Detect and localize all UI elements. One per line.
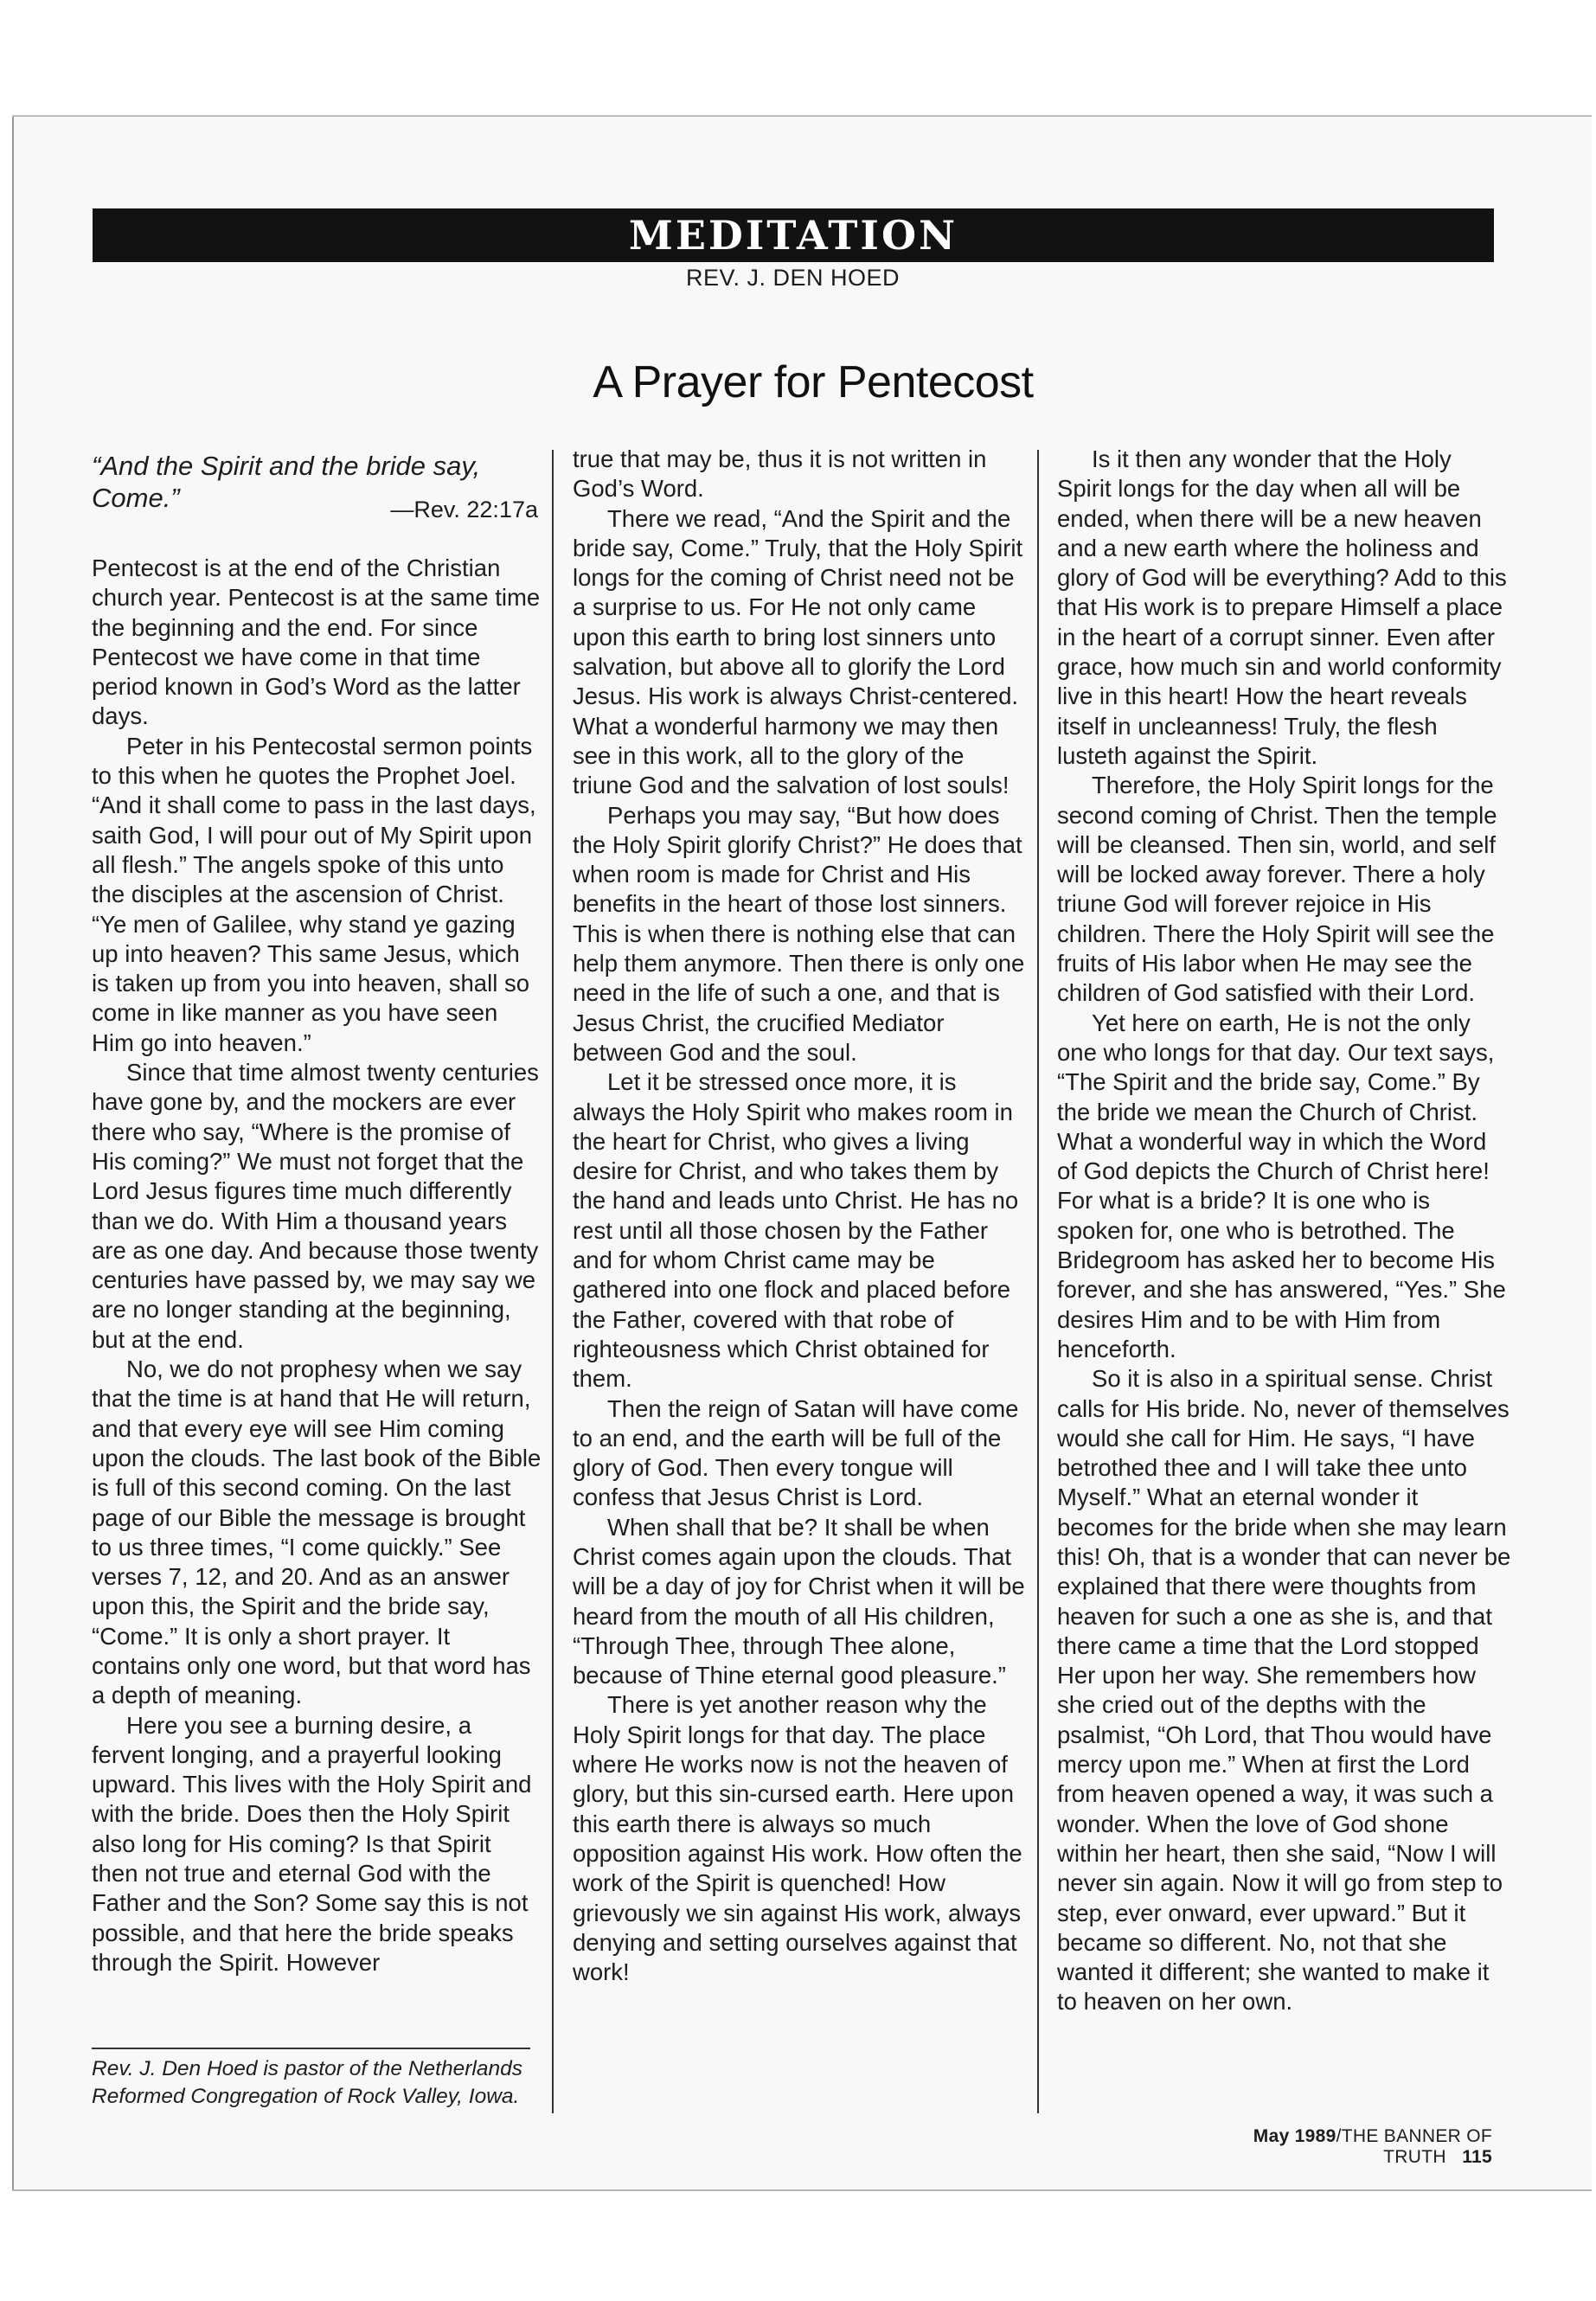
author-byline: REV. J. DEN HOED	[685, 265, 901, 291]
paragraph: Then the reign of Satan will have come to an end, and the earth will be full of the glory of God. Then every tongue will confess that Jesus Christ is Lord.	[573, 1394, 1019, 1511]
paragraph: No, we do not prophesy when we say that the time is at hand that He will return, and that every eye will see Him coming upon the clouds. The last book of the Bible is full of this second coming. On the last page of our Bible the message is brought to us three times, “I come quickly.” See verses 7, 12, and 20. And as an answer upon this, the Spirit and the bride say, “Come.” It is only a short prayer. It contains only one word, but that word has a depth of meaning.	[92, 1356, 542, 1709]
paragraph: Yet here on earth, He is not the only one who longs for that day. Our text says, “The Spirit and the bride say, Come.” By the bride we mean the Church of Christ. What a wonderful way in which the Word of God depicts the Church of Christ here! For what is a bride? It is one who is spoken for, one who is betrothed. The Bridegroom has asked her to become His forever, and she has answered, “Yes.” She desires Him and to be with Him from henceforth.	[1057, 1009, 1506, 1362]
paragraph: There we read, “And the Spirit and the bride say, Come.” Truly, that the Holy Spirit longs for the coming of Christ need not be a surprise to us. For He not only came upon this earth to bring lost sinners unto salvation, but above all to glorify the Lord Jesus. His work is always Christ-centered. What a wonderful harmony we may then see in this work, all to the glory of the triune God and the salvation of lost souls!	[573, 504, 1023, 799]
paragraph: Perhaps you may say, “But how does the Holy Spirit glorify Christ?” He does that when room is made for Christ and His benefits in the heart of those lost sinners. This is when there is nothing else that can help them anymore. Then there is only one need in the life of such a one, and that is Jesus Christ, the crucified Mediator between God and the soul.	[573, 801, 1025, 1066]
page-edge-top	[12, 115, 1592, 117]
section-banner	[93, 208, 1494, 262]
paragraph: Is it then any wonder that the Holy Spirit longs for the day when all will be ended, when there will be a new heaven and a new earth where the holiness and glory of God will be everything? Add to this that His work is to prepare Himself a place in the heart of a corrupt sinner. Even after grace, how much sin and world conformity live in this heart! How the heart reveals itself in uncleanness! Truly, the flesh lusteth against the Spirit.	[1057, 445, 1507, 769]
footer-publication: /THE BANNER OF TRUTH	[1336, 2126, 1492, 2167]
section-title: MEDITATION	[628, 212, 958, 259]
page-edge-bottom	[12, 2189, 1592, 2191]
epigraph	[92, 450, 538, 522]
column-divider-2	[1037, 450, 1039, 2113]
page-footer	[1163, 2126, 1492, 2168]
text-column-3	[1057, 445, 1511, 2017]
footer-date: May 1989	[1253, 2126, 1336, 2146]
paragraph: When shall that be? It shall be when Christ comes again upon the clouds. That will be a day of joy for Christ when it will be heard from the mouth of all His children, “Through Thee, through Thee alone, because of Thine eternal good pleasure.”	[573, 1513, 1025, 1689]
paragraph: Pentecost is at the end of the Christian church year. Pentecost is at the same time the beginning and the end. For since Pentecost we have come in that time period known in God’s Word as the latter days.	[92, 554, 541, 730]
paragraph: Since that time almost twenty centuries have gone by, and the mockers are ever there who say, “Where is the promise of His coming?” We must not forget that the Lord Jesus figures time much differently than we do. With Him a thousand years are as one day. And because those twenty centuries have passed by, we may say we are no longer standing at the beginning, but at the end.	[92, 1059, 539, 1353]
article-title: A Prayer for Pentecost	[593, 357, 1034, 407]
page-number: 115	[1462, 2147, 1492, 2167]
paragraph: So it is also in a spiritual sense. Christ calls for His bride. No, never of themselves would she call for Him. He says, “I have betrothed thee and I will take thee unto Myself.” What an eternal wonder it becomes for the bride when she may learn this! Oh, that is a wonder that can never be explained that there were thoughts from heaven for such a one as she is, and that there came a time that the Lord stopped Her upon her way. She remembers how she cried out of the depths with the psalmist, “Oh Lord, that Thou would have mercy upon me.” When at first the Lord from heaven opened a way, it was such a wonder. When the love of God shone within her heart, then she said, “Now I will never sin again. Now it will go from step to step, ever onward, ever upward.” But it became so different. No, not that she wanted it different; she wanted to make it to heaven on her own.	[1057, 1365, 1511, 2016]
paragraph: Therefore, the Holy Spirit longs for the second coming of Christ. Then the temple will be cleansed. Then sin, world, and self will be locked away forever. There a holy triune God will forever rejoice in His children. There the Holy Spirit will see the fruits of His labor when He may see the children of God satisfied with their Lord.	[1057, 772, 1497, 1007]
text-column-1	[92, 554, 542, 1977]
paragraph: Peter in his Pentecostal sermon points to this when he quotes the Prophet Joel. “And it shall come to pass in the last days, saith God, I will pour out of My Spirit upon all flesh.” The angels spoke of this unto the disciples at the ascension of Christ. “Ye men of Galilee, why stand ye gazing up into heaven? This same Jesus, which is taken up from you into heaven, shall so come in like manner as you have seen Him go into heaven.”	[92, 732, 536, 1056]
epigraph-text: “And the Spirit and the bride say, Come.”	[92, 451, 481, 513]
footnote-rule	[92, 2048, 530, 2049]
paragraph: Let it be stressed once more, it is always the Holy Spirit who makes room in the heart for Christ, who gives a living desire for Christ, and who takes them by the hand and leads unto Christ. He has no rest until all those chosen by the Father and for whom Christ came may be gathered into one flock and placed before the Father, covered with that robe of righteousness which Christ obtained for them.	[573, 1068, 1019, 1393]
paragraph: Here you see a burning desire, a fervent longing, and a prayerful looking upward. This lives with the Holy Spirit and with the bride. Does then the Holy Spirit also long for His coming? Is that Spirit then not true and eternal God with the Father and the Son? Some say this is not possible, and that here the bride speaks through the Spirit. However	[92, 1711, 532, 1976]
text-column-2	[573, 445, 1026, 1987]
author-footnote: Rev. J. Den Hoed is pastor of the Netherlands Reformed Congregation of Rock Valley, Iowa.	[92, 2057, 522, 2108]
paragraph: There is yet another reason why the Holy Spirit longs for that day. The place where He works now is not the heaven of glory, but this sin-cursed earth. Here upon this earth there is always so much opposition against His work. How often the work of the Spirit is quenched! How grievously we sin against His work, always denying and setting ourselves against that work!	[573, 1691, 1022, 1986]
epigraph-reference: —Rev. 22:17a	[390, 497, 538, 522]
paragraph: true that may be, thus it is not written in God’s Word.	[573, 445, 987, 503]
column-divider-1	[552, 450, 554, 2113]
page-edge-left	[12, 115, 14, 2191]
